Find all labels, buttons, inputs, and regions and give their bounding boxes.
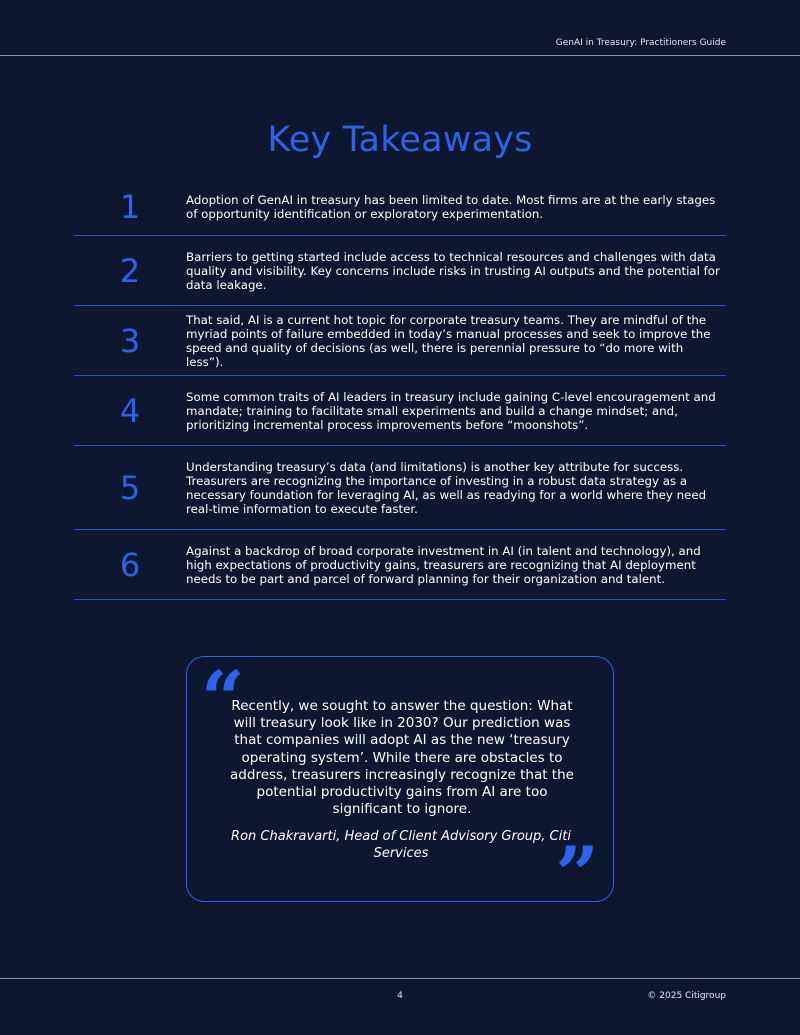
page-title: Key Takeaways: [267, 120, 533, 160]
takeaway-text: Understanding treasury’s data (and limitations) is another key attribute for success. Treasurers are recognizing the importance of investing in a robust data strategy as a necessary foundation for leveraging AI, as well as readying for a world where they need real-time information to execute faster.: [186, 459, 707, 516]
takeaway-number: 2: [119, 251, 141, 290]
footer-divider: [0, 978, 800, 979]
header-guide-title: GenAI in Treasury: Practitioners Guide: [555, 38, 726, 48]
close-quote-icon: ”: [555, 830, 599, 919]
takeaway-text: Barriers to getting started include access to technical resources and challenges with data quality and visibility. Key concerns include risks in trusting AI outputs and the potential for data leakage.: [186, 249, 720, 292]
takeaways-list: [74, 178, 726, 600]
takeaway-text: Adoption of GenAI in treasury has been limited to date. Most firms are at the early stages of opportunity identification or exploratory experimentation.: [186, 192, 716, 221]
takeaway-number: 1: [119, 187, 141, 226]
quote-attribution: Ron Chakravarti, Head of Client Advisory Group, Citi Services: [231, 829, 571, 862]
header-divider: [0, 55, 800, 56]
takeaway-row: [74, 446, 726, 530]
page-number: 4: [397, 991, 403, 1001]
takeaway-row: [74, 376, 726, 446]
takeaway-number: 5: [119, 468, 141, 507]
takeaway-text: Some common traits of AI leaders in treasury include gaining C-level encouragement and mandate; training to facilitate small experiments and build a change mindset; and, prioritizing incremental process improvements before “moonshots”.: [186, 389, 716, 432]
takeaway-row: [74, 178, 726, 236]
takeaway-text: That said, AI is a current hot topic for corporate treasury teams. They are mindful of the myriad points of failure embedded in today’s manual processes and seek to improve the speed and quality of decisions (as well, there is perennial pressure to “do more with less”).: [186, 312, 711, 369]
quote-text: Recently, we sought to answer the question: What will treasury look like in 2030? Our prediction was that companies will adopt AI as the new ‘treasury operating system’. While there are obstacles to address, treasurers increasingly recognize that the potential productivity gains from AI are too significant to ignore.: [230, 698, 574, 818]
copyright: © 2025 Citigroup: [647, 991, 726, 1001]
takeaway-number: 6: [119, 545, 141, 584]
quote-box: [186, 654, 614, 919]
takeaway-row: [74, 236, 726, 306]
takeaway-row: [74, 306, 726, 376]
takeaway-number: 3: [119, 321, 141, 360]
takeaway-number: 4: [119, 391, 141, 430]
open-quote-icon: “: [201, 654, 245, 743]
takeaway-text: Against a backdrop of broad corporate investment in AI (in talent and technology), and high expectations of productivity gains, treasurers are recognizing that AI deployment needs to be part and parcel of forward planning for their organization and talent.: [186, 543, 701, 586]
takeaway-row: [74, 530, 726, 600]
